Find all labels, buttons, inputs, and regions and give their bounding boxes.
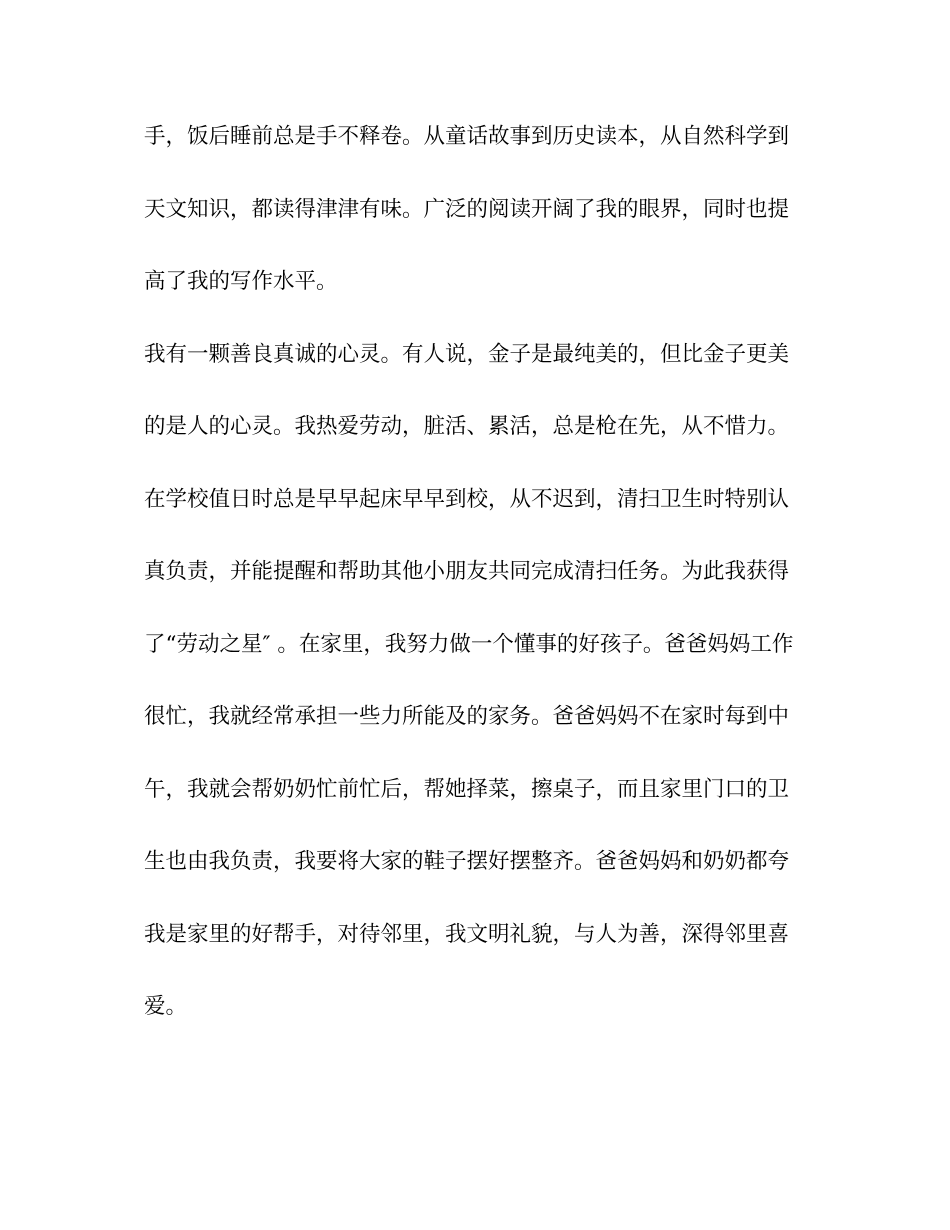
text-line: 手，饭后睡前总是手不释卷。从童话故事到历史读本，从自然科学到 xyxy=(144,124,790,149)
document-body xyxy=(144,126,816,1069)
text-line: 午，我就会帮奶奶忙前忙后，帮她择菜，擦桌子，而且家里门口的卫 xyxy=(144,776,790,802)
text-line: 我有一颗善良真诚的心灵。有人说，金子是最纯美的，但比金子更美 xyxy=(144,341,790,367)
text-line: 天文知识，都读得津津有味。广泛的阅读开阔了我的眼界，同时也提 xyxy=(144,196,790,222)
text-line: 真负责，并能提醒和帮助其他小朋友共同完成清扫任务。为此我获得 xyxy=(144,559,790,584)
text-line: 在学校值日时总是早早起床早早到校，从不迟到，清扫卫生时特别认 xyxy=(144,486,790,512)
text-line: 了“劳动之星″ 。在家里，我努力做一个懂事的好孩子。爸爸妈妈工作 xyxy=(144,631,794,657)
text-line: 我是家里的好帮手，对待邻里，我文明礼貌，与人为善，深得邻里喜 xyxy=(144,921,790,947)
text-line: 爱。 xyxy=(144,994,188,1019)
text-line: 很忙，我就经常承担一些力所能及的家务。爸爸妈妈不在家时每到中 xyxy=(144,704,790,729)
text-line: 高了我的写作水平。 xyxy=(144,269,338,294)
text-line: 的是人的心灵。我热爱劳动，脏活、累活，总是枪在先，从不惜力。 xyxy=(144,414,790,439)
text-line: 生也由我负责，我要将大家的鞋子摆好摆整齐。爸爸妈妈和奶奶都夸 xyxy=(144,849,790,874)
